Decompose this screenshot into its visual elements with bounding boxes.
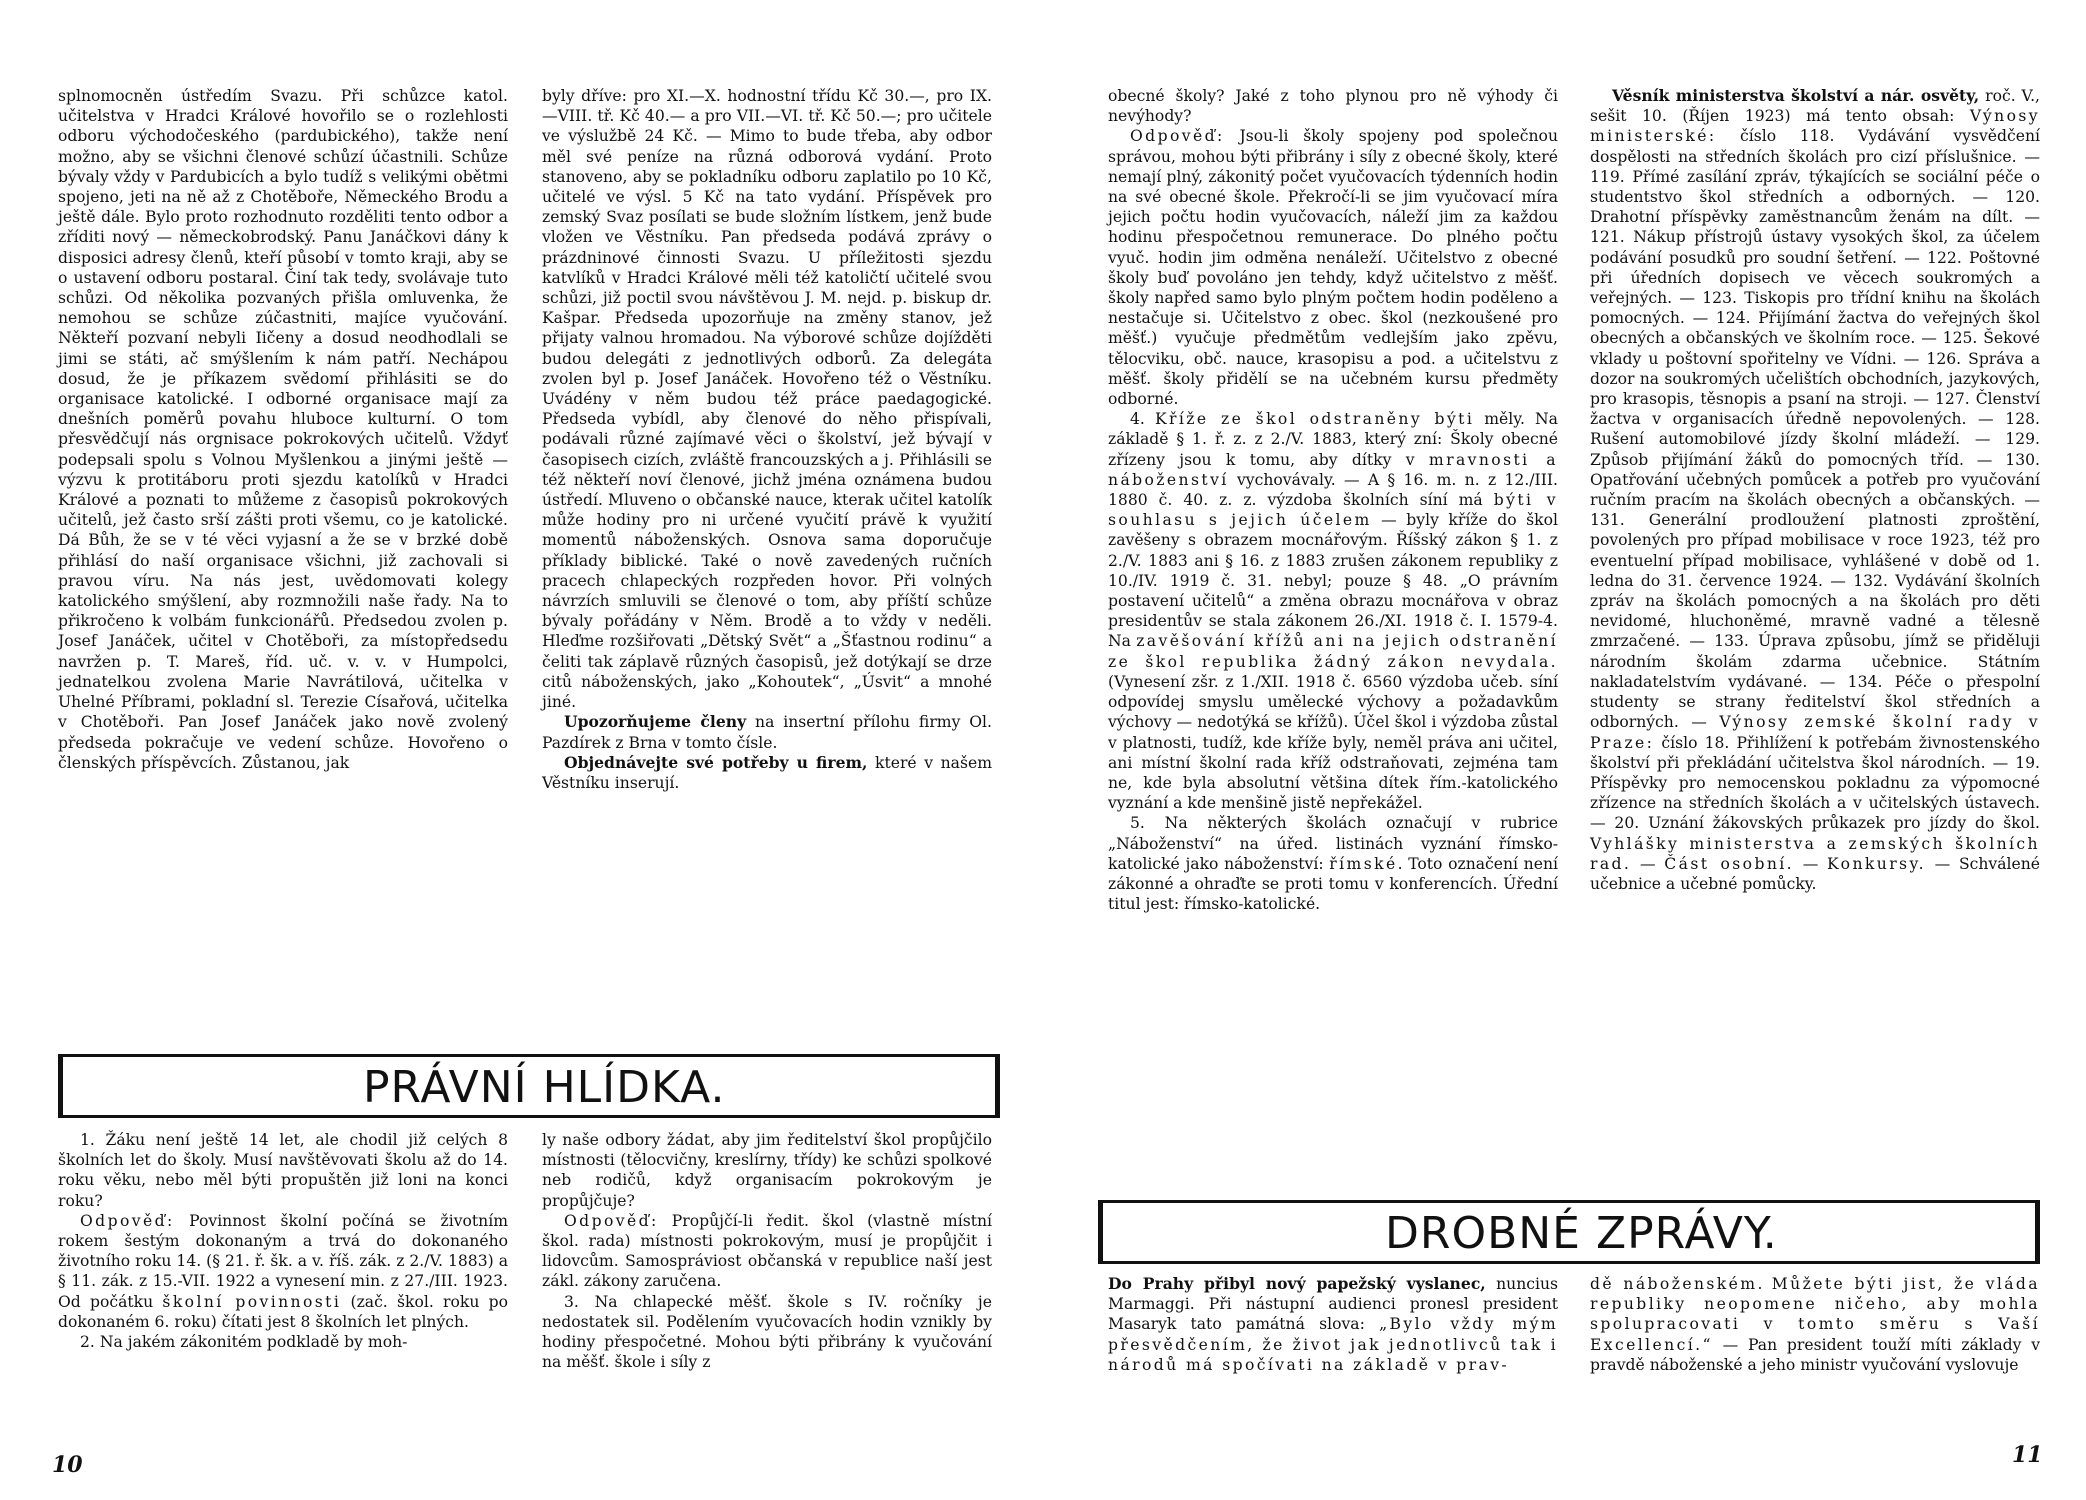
spaced-text: Výnosy ministerské: xyxy=(1590,107,2040,146)
news-paragraph xyxy=(1590,1274,2040,1375)
answer-text: Povinnost školní počíná se životním rokem šestým dokonaným a trvá do dokonaného životního roku 14. (§ 21. ř. šk. a v. říš. zák. z 2./V. 1883) a § 11. zák. z 15.-VII. 1922 a vynesení min. z 27./III. 1923. Od počátku xyxy=(58,1211,508,1311)
paragraph: obecné školy? Jaké z toho plynou pro ně výhody či nevýhody? xyxy=(1108,87,1558,126)
paragraph-text: 4. xyxy=(1130,410,1155,429)
answer-label: Odpověď: xyxy=(80,1211,175,1230)
answer-text: Jsou-li školy spojeny pod společnou správou, mohou býti přibrány i síly z obecné školy, které nemají plný, zákonitý počet vyučovacích týdenních hodin na své obecné škole. Překročí-li se jim vyučovací míra jejich počtu hodin vyučovacích, náleží jim za každou hodinu přespočetnou remunerace. Do plného počtu vyuč. hodin jim odměna nenáleží. Učitelstvo z obecné školy buď povoláno jen tehdy, když učitelstvo z měšť. školy napřed samo bylo plným počtem hodin poděleno a nestačuje si. Učitelstvo z obec. škol (nezkoušené pro měšť.) vyučuje předmětům vedlejším jako zpěvu, tělocviku, obč. nauce, krasopisu a pod. a učitelstvu z měšť. školy přidělí se na učebném kursu předměty odborné. xyxy=(1108,127,1558,409)
paragraph-text: číslo 18. Přihlížení k potřebám živnostenského školství při překládání učitelstva škol národních. — 19. Příspěvky pro nemocenskou pokladnu za výpomocné zřízence na středních školách a v učitelských ústavech. — 20. Uznání žákovských průkazek pro jízdy do škol. xyxy=(1590,733,2040,833)
paragraph: byly dříve: pro XI.—X. hodnostní třídu Kč 30.—, pro IX.—VIII. tř. Kč 40.— a pro VII.—VI. tř. Kč 50.—; pro učitele ve výslužbě 24 Kč. — Mimo to bude třeba, aby odbor měl své peníze na různá odborová vydání. Proto stanoveno, aby se pokladníku odboru zaplatilo po 10 Kč, učitelé ve výsl. 5 Kč na tato vydání. Příspěvek pro zemský Svaz posílati se bude složním lístkem, jenž bude vložen ve Věstníku. Pan předseda podává zprávy o prázdninové činnosti Svazu. U příležitosti sjezdu katvlíků v Hradci Králové měli též katoličtí učitelé svou schůzi, již poctil svou návštěvou J. M. nejd. p. biskup dr. Kašpar. Předseda upozorňuje na změny stanov, jež přijaty valnou hromadou. Na výborové schůze dojížděti budou delegáti z jednotlivých odborů. Za delegáta zvolen byl p. Josef Janáček. Hovořeno též o Věstníku. Uvádény v něm budou též práce paedagogické. Předseda vybídl, aby členové do něho přispívali, podávali různé zajímavé věci o školství, jež bývají v časopisech cizích, zvláště francouzských a j. Přihlásili se též někteří noví členové, jichž jména oznámena budou ústředí. Mluveno o občanské nauce, kterak učitel katolík může hodiny pro ni určené vyučití právě k využití momentů náboženských. Osnova sama doporučuje příklady biblické. Také o nově zavedených ručních pracech chlapeckých rozpředen hovor. Při volných návrzích smluvili se členové o tom, aby příští schůze bývaly pořádány v Něm. Brodě a to vždy v neděli. Hleďme rozšiřovati „Dětský Svět“ a „Šťastnou rodinu“ a čeliti tak záplavě různých časopisů, jež dotýkají se drze citů náboženských, jako „Kohoutek“, „Úsvit“ a mnohé jiné. xyxy=(542,87,992,712)
news-text xyxy=(1765,1275,1772,1293)
spaced-text: dě náboženském. xyxy=(1590,1275,1765,1293)
paragraph xyxy=(1108,813,1558,914)
notice-paragraph xyxy=(542,753,992,793)
notice-bold: Objednávejte své potřeby u firem, xyxy=(564,752,868,772)
paragraph-text: 5. Na některých školách označují v rubrice „Náboženství“ na úřed. listinách vyznání římsko-katolické jako náboženství: xyxy=(1108,814,1558,873)
notice-text: které v našem Věstníku inserují. xyxy=(542,753,992,792)
left-col1-bottom xyxy=(58,1130,508,1352)
right-col1 xyxy=(1108,86,1558,914)
news-text: — Pan president touží míti základy v pravdě náboženské a jeho ministr vyučování vyslovuje xyxy=(1590,1335,2040,1374)
paragraph: ly naše odbory žádat, aby jim ředitelství škol propůjčilo místnosti (tělocvičny, kreslírny, třídy) ke schůzi spolkové neb rodičů, když organisacím pokrokovým je propůjčuje? xyxy=(542,1131,992,1210)
paragraph xyxy=(1108,409,1558,813)
answer-paragraph xyxy=(1108,126,1558,409)
spaced-text: římské xyxy=(1329,854,1398,873)
page-number: 11 xyxy=(2012,1442,2043,1468)
page-number: 10 xyxy=(52,1452,83,1478)
paragraph-text: číslo 118. Vydávání vysvědčení dospělosti na středních školách pro cizí příslušnice. — 119. Přímé zasílání zpráv, týkajících se sociální péče o studentstvo škol středních a odborných. — 120. Drahotní příspěvky zaměstnancům ženám na dílt. — 121. Nákup přístrojů ústavy vysokých škol, za účelem podávání posudků pro soudní šetření. — 122. Poštovné při úředních dopisech ve věcech soukromých a veřejných. — 123. Tiskopis pro třídní knihu na školách pomocných. — 124. Přijímání žactva do veřejných škol obecných a občanských ve školním roce. — 125. Šekové vklady u poštovní spořitelny ve Vídni. — 126. Správa a dozor na soukromých učelištích obchodních, jazykových, pro krasopis, těsnopis a psaní na stroji. — 127. Členství žactva v organisacích úředně nepovolených. — 128. Rušení automobilové jízdy školní mládeží. — 129. Způsob přijímání žáků do pomocných tříd. — 130. Opatřování učebných pomůcek a potřeb pro vyučování ručním pracím na školách obecných a občanských. — 131. Generální prodloužení platnosti zproštění, povolených pro případ mobilisace v roce 1923, též pro eventuelní případ mobilisace, vyhlášené v době od 1. ledna do 31. července 1924. — 132. Vydávání školních zpráv na školách pomocných a na školách pro děti nevidomé, hluchoněmé, mravně vadné a tělesně zmrzačené. — 133. Úprava způsobu, jímž se přiděluji národním školám zdarma učebnice. Státním nakladatelstvím vydávané. — 134. Péče o přespolní studenty se strany ředitelství škol středních a odborných. — xyxy=(1590,127,2040,732)
spaced-text: Konkursy. xyxy=(1827,854,1926,873)
section-heading-box xyxy=(1098,1200,2040,1264)
spaced-text: Výnosy zemské školní rady v Praze: xyxy=(1590,713,2040,752)
journal-title: Věsník ministerstva školství a nár. osvěty, xyxy=(1612,86,1980,105)
spaced-text: mravnosti a náboženství xyxy=(1108,450,1558,489)
right-col2-bottom xyxy=(1590,1274,2040,1375)
spaced-text: „Bylo vždy mým přesvědčením, že život jak jednotlivců tak i národů má spočívati na základě v prav- xyxy=(1108,1315,1559,1374)
paragraph-text: . Toto označení není zákonné a ohraďte se proti tomu v konferencích. Úřední titul jest: římsko-katolické. xyxy=(1108,854,1558,914)
right-col1-bottom xyxy=(1108,1274,1558,1375)
answer-text: Propůjčí-li ředit. škol (vlastně místní škol. rada) místnosti pokrokovým, musí je propůjčit i lidovcům. Samospráviost občanská v republice naší jest zákl. zákony zaručena. xyxy=(542,1211,992,1291)
paragraph xyxy=(1590,86,2040,894)
spaced-text: Můžete býti jist, že vláda republiky neopomene ničeho, aby mohla spolupracovati v tomto směru s Vaší Excellencí.“ xyxy=(1590,1275,2040,1354)
section-heading: PRÁVNÍ HLÍDKA. xyxy=(363,1062,726,1113)
left-col2 xyxy=(542,86,992,793)
right-col2 xyxy=(1590,86,2040,894)
question-paragraph: 3. Na chlapecké měšť. škole s IV. ročníky je nedostatek sil. Podělením vyučovacích hodin vznikly by hodiny přespočetné. Mohou býti přibrány k vyučování na měšť. škole i síly z xyxy=(542,1292,992,1372)
spaced-text: Vyhlášky ministerstva a zemských školních rad. xyxy=(1590,834,2040,873)
paragraph-text: — xyxy=(1794,854,1828,873)
left-col1 xyxy=(58,86,508,773)
paragraph-text: roč. V., sešit 10. (Říjen 1923) má tento obsah: xyxy=(1590,87,2040,126)
news-text: nuncius Marmaggi. Při nástupní audienci pronesl president Masaryk tato památná slova: xyxy=(1108,1275,1559,1334)
answer-label: Odpověď: xyxy=(564,1211,659,1230)
answer-label: Odpověď: xyxy=(1130,127,1225,146)
answer-text: (zač. škol. roku po dokonaném 6. roku) čítati jest 8 školních let plných. xyxy=(58,1292,508,1331)
paragraph-text: — byly kříže do škol zavěšeny s obrazem mocnářovým. Říšský zákon § 1. z 2./V. 1883 ani § 16. z 1883 zrušen zákonem republiky z 10./IV. 1919 č. 31. nebyl; pouze § 48. „O právním postavení učitelů“ a změna obrazu mocnářova v obraz presidentův se stala zákonem 26./XI. 1918 č. I. 1579-4. Na xyxy=(1108,511,1558,651)
paragraph-text: měly. Na základě § 1. ř. z. z 2./V. 1883, který zní: Školy obecné zřízeny jsou k tomu, aby dítky v xyxy=(1108,410,1558,469)
left-col2-bottom xyxy=(542,1130,992,1372)
news-paragraph xyxy=(1108,1274,1558,1375)
section-heading: DROBNÉ ZPRÁVY. xyxy=(1385,1208,1778,1259)
section-heading-box xyxy=(58,1054,1000,1118)
paragraph: splnomocněn ústředím Svazu. Při schůzce katol. učitelstva v Hradci Králové hovořilo se o rozlehlosti odboru východočeského (pardubického), takže není možno, aby se všichni členové schůzí účastnili. Schůze bývaly vždy v Pardubicích a bylo tudíž s velikými obětmi spojeno, jeti na ně až z Chotěboře, Německého Brodu a ještě dále. Bylo proto rozhodnuto rozděliti tento odbor a zříditi nový — německobrodský. Panu Janáčkovi dány k disposici adresy členů, kteří působí v tomto kraji, aby se o ustavení odboru postaral. Činí tak tedy, svolávaje tuto schůzi. Od několika pozvaných přišla omluvenka, že nemohou se schůze zúčastniti, majíce vyučování. Někteří pozvaní nebyli Iičeny a dosud neodhodlali se jimi se státi, ač smýšlením k nám patří. Nechápou dosud, že je příkazem svědomí přihlásiti se do organisace katolické. I odborné organisace mají za dnešních poměrů povahu hluboce kulturní. O tom přesvědčují nás orgnisace pokrokových učitelů. Vždyť podepsali spolu s Volnou Myšlenkou a jinými ještě — výzvu k protitáboru proti sjezdu katolíků v Hradci Králové a poznati to můžeme z časopisů pokrokových učitelů, jež často srší zášti proti všemu, co je katolické. Dá Bůh, že se v té věci vyjasní a že se v brzké době přihlásí do naší organisace všichni, již zachovali si pravou víru. Na nás jest, uvědomovati kolegy katolického smýšlení, aby rozmnožili naše řady. Na to přikročeno k volbám funkcionářů. Předsedou zvolen p. Josef Janáček, učitel v Chotěboři, za místopředsedu navržen p. T. Mareš, říd. uč. v. v. v Humpolci, jednatelkou zvolena Marie Navrátilová, učitelka v Uhelné Příbrami, pokladní sl. Terezie Císařová, učitelka v Chotěboři. Pan Josef Janáček jako nově zvolený předseda pokračuje ve vedení schůze. Hovořeno o členských příspěvcích. Zůstanou, jak xyxy=(58,87,508,772)
notice-bold: Upozorňujeme členy xyxy=(564,712,747,732)
spaced-text: Část osobní. xyxy=(1664,854,1795,873)
paragraph-text: — Schválené učebnice a učebné pomůcky. xyxy=(1590,854,2040,893)
news-headline: Do Prahy přibyl nový papežský vyslanec, xyxy=(1108,1274,1486,1293)
answer-paragraph xyxy=(542,1211,992,1292)
paragraph-text: (Vynesení zšr. z 1./XII. 1918 č. 6560 výzdoba učeb. síní odpovídej smyslu umělecké výchovy a požadavkům výchovy — nedotýká se křížů). Účel škol i výzdoba zůstal v platnosti, tudíž, kde kříže byly, neměl práva ani učitel, ani místní školní rada kříž odstraňovati, zejména tam ne, kde byla absolutní většina dítek řím.-katolického vyznání a kde menšině jistě nepřekážel. xyxy=(1108,672,1558,813)
spaced-text: býti v souhlasu s jejich účelem xyxy=(1108,491,1558,530)
paragraph-text: vychovávaly. — A § 16. m. n. z 12./III. 1880 č. 40. z. z. výzdoba školních síní má xyxy=(1108,470,1558,510)
answer-paragraph xyxy=(58,1211,508,1332)
question-paragraph: 1. Žáku není ještě 14 let, ale chodil již celých 8 školních let do školy. Musí navštěvovati školu až do 14. roku věku, nebo měl býti propuštěn již loni na konci roku? xyxy=(58,1131,508,1210)
notice-text: na insertní přílohu firmy Ol. Pazdírek z Brna v tomto čísle. xyxy=(542,713,993,752)
answer-spaced-text: školní povinnosti xyxy=(162,1292,342,1311)
question-paragraph: 2. Na jakém zákonitém podkladě by moh- xyxy=(80,1333,408,1352)
spaced-text: Kříže ze škol odstraněny býti xyxy=(1154,410,1475,429)
paragraph-text: — xyxy=(1631,854,1665,873)
notice-paragraph xyxy=(542,712,992,752)
spaced-text: zavěšování křížů ani na jejich odstranění ze škol republika žádný zákon nevydala. xyxy=(1108,632,1558,671)
